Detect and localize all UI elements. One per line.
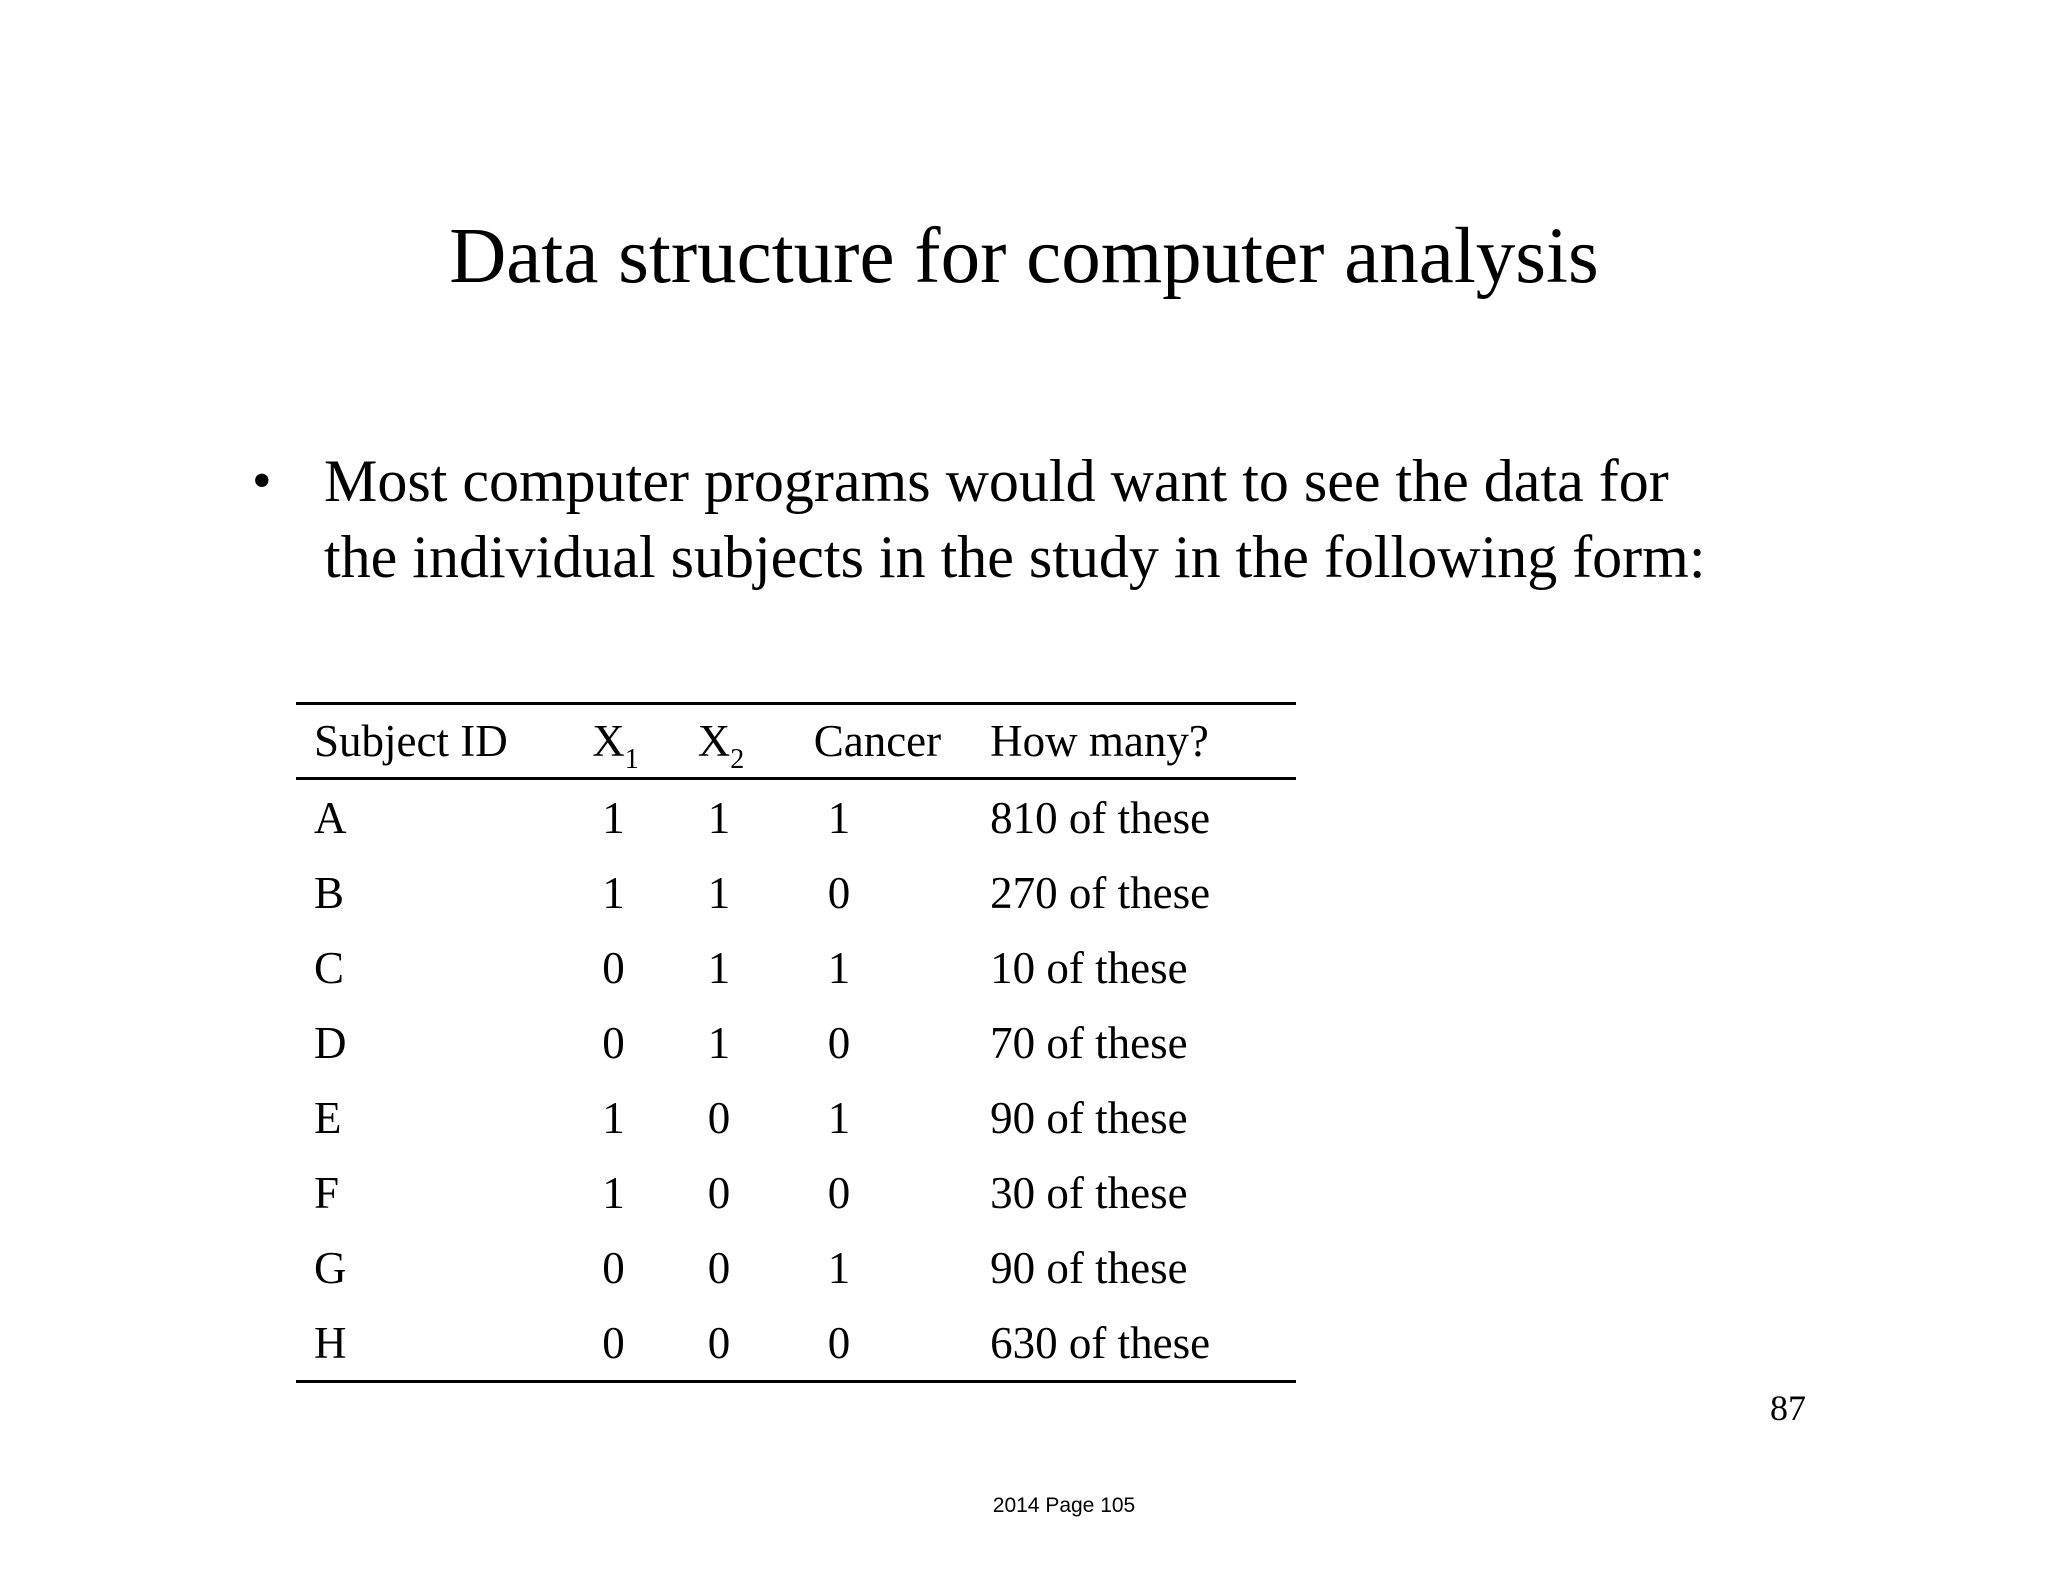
cell-cancer: 1 — [827, 792, 851, 843]
subject-data-table — [296, 702, 1296, 1383]
table-row — [296, 1230, 1296, 1305]
header-x2-subscript: 2 — [730, 744, 745, 775]
cell-subject-id: B — [314, 867, 345, 918]
cell-how-many: 630 of these — [990, 1317, 1211, 1368]
cell-x2: 1 — [707, 1017, 731, 1068]
bullet-text-line-1: Most computer programs would want to see the data for — [324, 448, 1669, 514]
cell-how-many: 810 of these — [990, 792, 1211, 843]
cell-x2: 0 — [707, 1167, 731, 1218]
bullet-marker: • — [252, 450, 272, 512]
cell-cancer: 0 — [827, 1017, 851, 1068]
header-x1-base: X — [592, 716, 625, 766]
cell-x2: 0 — [707, 1317, 731, 1368]
cell-how-many: 270 of these — [990, 867, 1211, 918]
cell-x1: 0 — [602, 1017, 625, 1068]
cell-x1: 1 — [602, 867, 625, 918]
page-footer: 2014 Page 105 — [992, 1494, 1136, 1517]
cell-subject-id: D — [314, 1017, 347, 1068]
cell-x2: 0 — [707, 1242, 731, 1293]
cell-subject-id: E — [314, 1092, 342, 1143]
cell-x2: 0 — [707, 1092, 731, 1143]
bullet-text — [324, 443, 1706, 595]
cell-subject-id: G — [314, 1242, 347, 1293]
cell-how-many: 70 of these — [990, 1017, 1188, 1068]
cell-x1: 0 — [602, 1317, 625, 1368]
cell-x2: 1 — [707, 942, 731, 993]
header-x1 — [584, 704, 690, 779]
cell-subject-id: H — [314, 1317, 347, 1368]
slide-title: Data structure for computer analysis — [449, 213, 1599, 300]
cell-x2: 1 — [707, 792, 731, 843]
cell-subject-id: A — [314, 792, 347, 843]
table-row — [296, 855, 1296, 930]
cell-subject-id: F — [314, 1167, 340, 1218]
cell-how-many: 30 of these — [990, 1167, 1188, 1218]
cell-how-many: 90 of these — [990, 1242, 1188, 1293]
cell-cancer: 1 — [827, 942, 851, 993]
cell-cancer: 1 — [827, 1242, 851, 1293]
bullet-text-line-2: the individual subjects in the study in the following form: — [324, 524, 1706, 590]
header-x2-base: X — [697, 716, 731, 766]
slide-number: 87 — [1770, 1388, 1806, 1428]
cell-x2: 1 — [707, 867, 731, 918]
table-row — [296, 1005, 1296, 1080]
header-cancer: Cancer — [813, 716, 942, 766]
table-row — [296, 930, 1296, 1005]
cell-x1: 1 — [602, 1092, 625, 1143]
table-row — [296, 1080, 1296, 1155]
table-row — [296, 779, 1296, 856]
header-subject-id: Subject ID — [314, 716, 508, 766]
cell-cancer: 0 — [827, 1317, 851, 1368]
cell-x1: 0 — [602, 942, 625, 993]
table-header-row — [296, 704, 1296, 779]
cell-x1: 1 — [602, 792, 625, 843]
cell-cancer: 0 — [827, 867, 851, 918]
header-x1-subscript: 1 — [624, 744, 639, 775]
cell-how-many: 90 of these — [990, 1092, 1188, 1143]
cell-subject-id: C — [314, 942, 345, 993]
cell-x1: 1 — [602, 1167, 625, 1218]
cell-cancer: 1 — [827, 1092, 851, 1143]
header-x2 — [690, 704, 814, 779]
cell-how-many: 10 of these — [990, 942, 1188, 993]
cell-x1: 0 — [602, 1242, 625, 1293]
table-row — [296, 1155, 1296, 1230]
header-how-many: How many? — [990, 716, 1209, 766]
table-row — [296, 1305, 1296, 1382]
cell-cancer: 0 — [827, 1167, 851, 1218]
